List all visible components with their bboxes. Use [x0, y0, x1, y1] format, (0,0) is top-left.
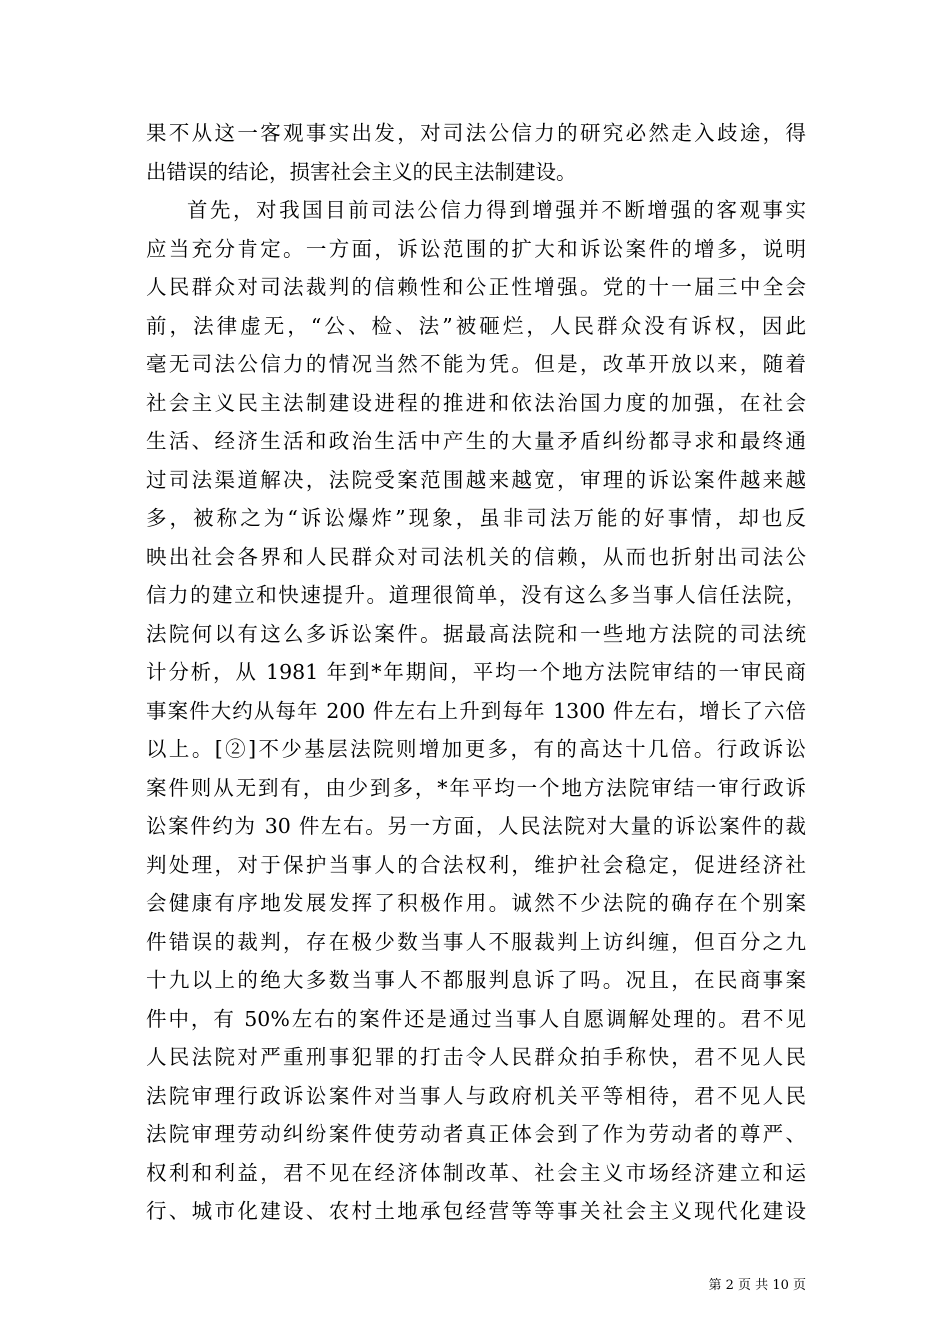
text-line: 生活、经济生活和政治生活中产生的大量矛盾纠纷都寻求和最终通	[146, 429, 806, 453]
text-line: 案件则从无到有，由少到多，*年平均一个地方法院审结一审行政诉	[146, 775, 806, 800]
text-line: 多，被称之为“诉讼爆炸”现象，虽非司法万能的好事情，却也反	[146, 506, 806, 530]
text-line: 果不从这一客观事实出发，对司法公信力的研究必然走入歧途，得	[146, 121, 806, 145]
text-line: 社会主义民主法制建设进程的推进和依法治国力度的加强，在社会	[146, 390, 806, 415]
text-line: 十九以上的绝大多数当事人不都服判息诉了吗。况且，在民商事案	[146, 968, 806, 992]
text-line: 权利和利益，君不见在经济体制改革、社会主义市场经济建立和运	[146, 1160, 806, 1185]
text-line: 判处理，对于保护当事人的合法权利，维护社会稳定，促进经济社	[146, 852, 806, 877]
text-line: 讼案件约为 30 件左右。另一方面，人民法院对大量的诉讼案件的裁	[146, 814, 806, 838]
text-line: 前，法律虚无，“公、检、法”被砸烂，人民群众没有诉权，因此	[146, 313, 806, 338]
text-line: 信力的建立和快速提升。道理很简单，没有这么多当事人信任法院，	[146, 583, 806, 607]
text-line: 出错误的结论，损害社会主义的民主法制建设。	[146, 159, 577, 184]
text-line: 过司法渠道解决，法院受案范围越来越宽，审理的诉讼案件越来越	[146, 467, 806, 492]
text-line: 件错误的裁判，存在极少数当事人不服裁判上访纠缠，但百分之九	[146, 929, 806, 954]
text-line: 应当充分肯定。一方面，诉讼范围的扩大和诉讼案件的增多，说明	[146, 236, 806, 261]
body-text	[146, 114, 806, 1231]
text-line: 法院何以有这么多诉讼案件。据最高法院和一些地方法院的司法统	[146, 621, 806, 646]
text-line: 行、城市化建设、农村土地承包经营等等事关社会主义现代化建设	[146, 1199, 806, 1223]
text-line: 以上。[②]不少基层法院则增加更多，有的高达十几倍。行政诉讼	[146, 737, 806, 761]
text-line: 首先，对我国目前司法公信力得到增强并不断增强的客观事实	[187, 198, 806, 222]
text-line: 人民群众对司法裁判的信赖性和公正性增强。党的十一届三中全会	[146, 275, 806, 299]
text-line: 会健康有序地发展发挥了积极作用。诚然不少法院的确存在个别案	[146, 891, 806, 915]
text-line: 法院审理行政诉讼案件对当事人与政府机关平等相待，君不见人民	[146, 1083, 806, 1108]
text-line: 件中，有 50%左右的案件还是通过当事人自愿调解处理的。君不见	[146, 1006, 806, 1031]
text-line: 法院审理劳动纠纷案件使劳动者真正体会到了作为劳动者的尊严、	[146, 1122, 806, 1146]
page-number-footer: 第 2 页 共 10 页	[708, 1278, 806, 1293]
text-line: 计分析，从 1981 年到*年期间，平均一个地方法院审结的一审民商	[146, 660, 806, 684]
text-line: 毫无司法公信力的情况当然不能为凭。但是，改革开放以来，随着	[146, 352, 806, 376]
text-line: 事案件大约从每年 200 件左右上升到每年 1300 件左右，增长了六倍	[146, 698, 806, 723]
text-line: 人民法院对严重刑事犯罪的打击令人民群众拍手称快，君不见人民	[146, 1045, 806, 1069]
text-line: 映出社会各界和人民群众对司法机关的信赖，从而也折射出司法公	[146, 544, 806, 569]
